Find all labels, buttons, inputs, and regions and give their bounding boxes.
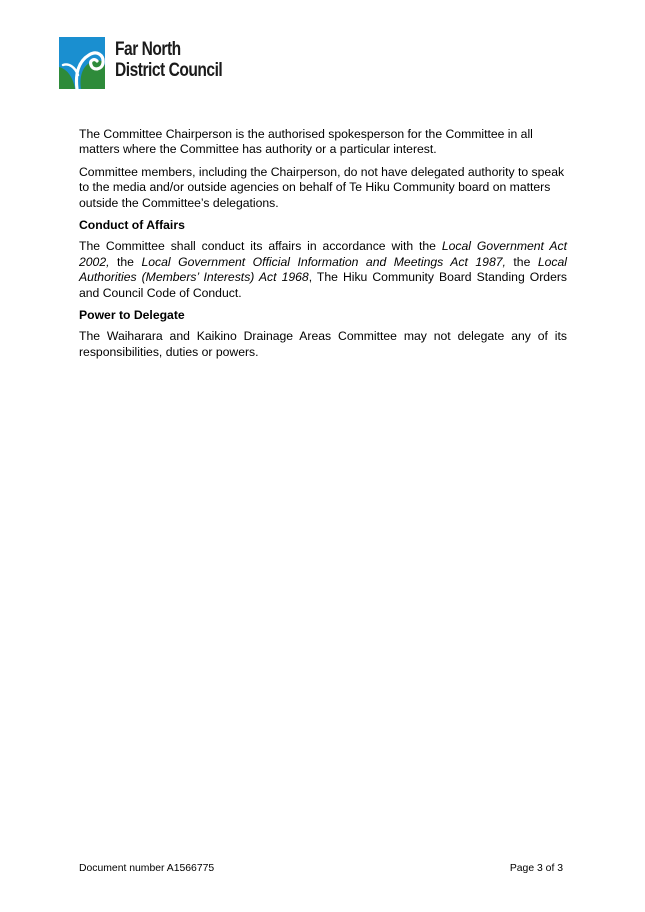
document-number: Document number A1566775 — [79, 863, 215, 874]
conduct-text-3: the — [505, 254, 538, 269]
delegate-heading: Power to Delegate — [79, 308, 185, 323]
conduct-paragraph — [79, 239, 567, 301]
conduct-text-4: , The Hiku Community Board Standing Orders and Council Code of Conduct. — [79, 270, 568, 300]
conduct-heading: Conduct of Affairs — [79, 218, 185, 233]
page-number: Page 3 of 3 — [509, 863, 563, 874]
council-name-line2: District Council — [115, 60, 223, 81]
document-body — [79, 127, 567, 367]
delegate-paragraph: The Waiharara and Kaikino Drainage Areas Committee may not delegate any of its responsibilities, duties or powers. — [79, 329, 567, 359]
act-local-government: Local Government Act 2002, — [79, 239, 567, 269]
act-members-interests: Local Authorities (Members’ Interests) Act 1968 — [79, 254, 567, 285]
conduct-text-2: the — [109, 254, 142, 269]
conduct-text-1: The Committee shall conduct its affairs in accordance with the — [79, 239, 442, 254]
council-name-line1: Far North — [115, 39, 181, 60]
chairperson-paragraph: The Committee Chairperson is the authorised spokesperson for the Committee in all matters where the Committee has authority or a particular interest. — [79, 127, 533, 157]
council-name — [115, 39, 222, 81]
act-official-information: Local Government Official Information and Meetings Act 1987, — [141, 254, 506, 269]
koru-logo-icon — [59, 37, 105, 89]
page-footer — [79, 863, 563, 875]
delegation-paragraph: Committee members, including the Chairperson, do not have delegated authority to speak to the media and/or outside agencies on behalf of Te Hiku Community board on matters outside the Committee’s delegations. — [79, 164, 565, 210]
council-logo — [59, 37, 246, 89]
